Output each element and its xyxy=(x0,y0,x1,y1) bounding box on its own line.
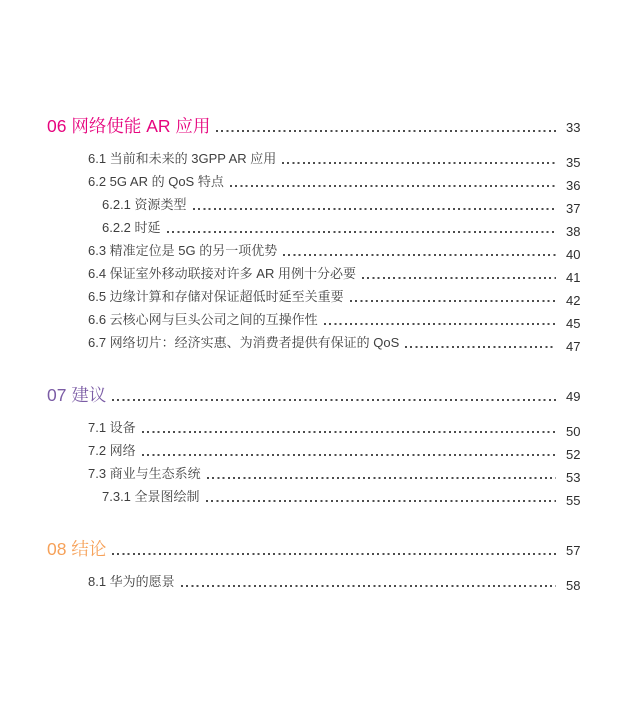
toc-entry-link[interactable] xyxy=(88,413,592,439)
entry-page-number: 52 xyxy=(566,447,581,462)
dot-leader xyxy=(167,231,556,233)
entry-label: 6.1 当前和未来的 3GPP AR 应用 xyxy=(88,151,277,166)
dot-leader xyxy=(193,208,556,210)
toc-section-06 xyxy=(47,116,592,354)
entry-page-number: 45 xyxy=(566,316,581,331)
dot-leader xyxy=(206,500,556,502)
chapter-page-number: 57 xyxy=(566,543,581,558)
entry-label: 6.3 精准定位是 5G 的另一项优势 xyxy=(88,243,278,258)
toc-entry-link[interactable] xyxy=(88,167,592,193)
dot-leader xyxy=(142,431,556,433)
toc-section-07 xyxy=(47,385,592,508)
entry-label: 8.1 华为的愿景 xyxy=(88,574,175,589)
toc-entry-link[interactable] xyxy=(102,213,592,239)
dot-leader xyxy=(282,162,556,164)
chapter-heading xyxy=(47,385,106,405)
entry-page-number: 35 xyxy=(566,155,581,170)
entry-label: 6.5 边缘计算和存储对保证超低时延至关重要 xyxy=(88,289,344,304)
dot-leader xyxy=(207,477,556,479)
entry-label: 6.4 保证室外移动联接对许多 AR 用例十分必要 xyxy=(88,266,356,281)
entry-page-number: 37 xyxy=(566,201,581,216)
chapter-title: 结论 xyxy=(71,539,107,559)
entry-label: 6.2 5G AR 的 QoS 特点 xyxy=(88,174,224,189)
entry-page-number: 47 xyxy=(566,339,581,354)
chapter-number: 07 xyxy=(47,385,67,405)
entry-page-number: 38 xyxy=(566,224,581,239)
entry-label: 7.2 网络 xyxy=(88,443,136,458)
dot-leader xyxy=(216,130,556,132)
dot-leader xyxy=(142,454,556,456)
toc-chapter-link-08[interactable] xyxy=(47,539,592,559)
chapter-heading xyxy=(47,116,210,136)
dot-leader xyxy=(362,277,556,279)
entry-page-number: 36 xyxy=(566,178,581,193)
toc-entry-link[interactable] xyxy=(88,328,592,354)
entry-label: 6.7 网络切片：经济实惠、为消费者提供有保证的 QoS xyxy=(88,335,400,350)
chapter-number: 08 xyxy=(47,539,67,559)
toc-entry-link[interactable] xyxy=(88,436,592,462)
entry-page-number: 53 xyxy=(566,470,581,485)
dot-leader xyxy=(230,185,556,187)
toc-entry-link[interactable] xyxy=(88,459,592,485)
entry-label: 7.3.1 全景图绘制 xyxy=(102,489,200,504)
toc-chapter-link-06[interactable] xyxy=(47,116,592,136)
entry-page-number: 58 xyxy=(566,578,581,593)
chapter-heading xyxy=(47,539,106,559)
toc-entry-link[interactable] xyxy=(88,259,592,285)
toc-section-08 xyxy=(47,539,592,593)
entry-page-number: 40 xyxy=(566,247,581,262)
toc-entry-link[interactable] xyxy=(102,482,592,508)
toc-entry-link[interactable] xyxy=(88,236,592,262)
entry-label: 7.3 商业与生态系统 xyxy=(88,466,201,481)
entry-page-number: 55 xyxy=(566,493,581,508)
toc-entry-link[interactable] xyxy=(88,144,592,170)
entry-label: 6.6 云核心网与巨头公司之间的互操作性 xyxy=(88,312,318,327)
chapter-page-number: 33 xyxy=(566,120,581,135)
entry-label: 7.1 设备 xyxy=(88,420,136,435)
dot-leader xyxy=(181,585,556,587)
entry-page-number: 42 xyxy=(566,293,581,308)
dot-leader xyxy=(324,323,556,325)
toc-entry-link[interactable] xyxy=(88,567,592,593)
toc xyxy=(47,116,592,593)
toc-entry-link[interactable] xyxy=(102,190,592,216)
chapter-title: 网络使能 AR 应用 xyxy=(71,116,211,136)
dot-leader xyxy=(112,553,556,555)
toc-entry-link[interactable] xyxy=(88,305,592,331)
toc-entry-link[interactable] xyxy=(88,282,592,308)
chapter-number: 06 xyxy=(47,116,67,136)
dot-leader xyxy=(405,346,556,348)
entry-page-number: 41 xyxy=(566,270,581,285)
entry-label: 6.2.1 资源类型 xyxy=(102,197,187,212)
dot-leader xyxy=(350,300,556,302)
chapter-title: 建议 xyxy=(71,385,107,405)
dot-leader xyxy=(112,399,556,401)
entry-label: 6.2.2 时延 xyxy=(102,220,161,235)
entry-page-number: 50 xyxy=(566,424,581,439)
chapter-page-number: 49 xyxy=(566,389,581,404)
toc-chapter-link-07[interactable] xyxy=(47,385,592,405)
dot-leader xyxy=(283,254,556,256)
